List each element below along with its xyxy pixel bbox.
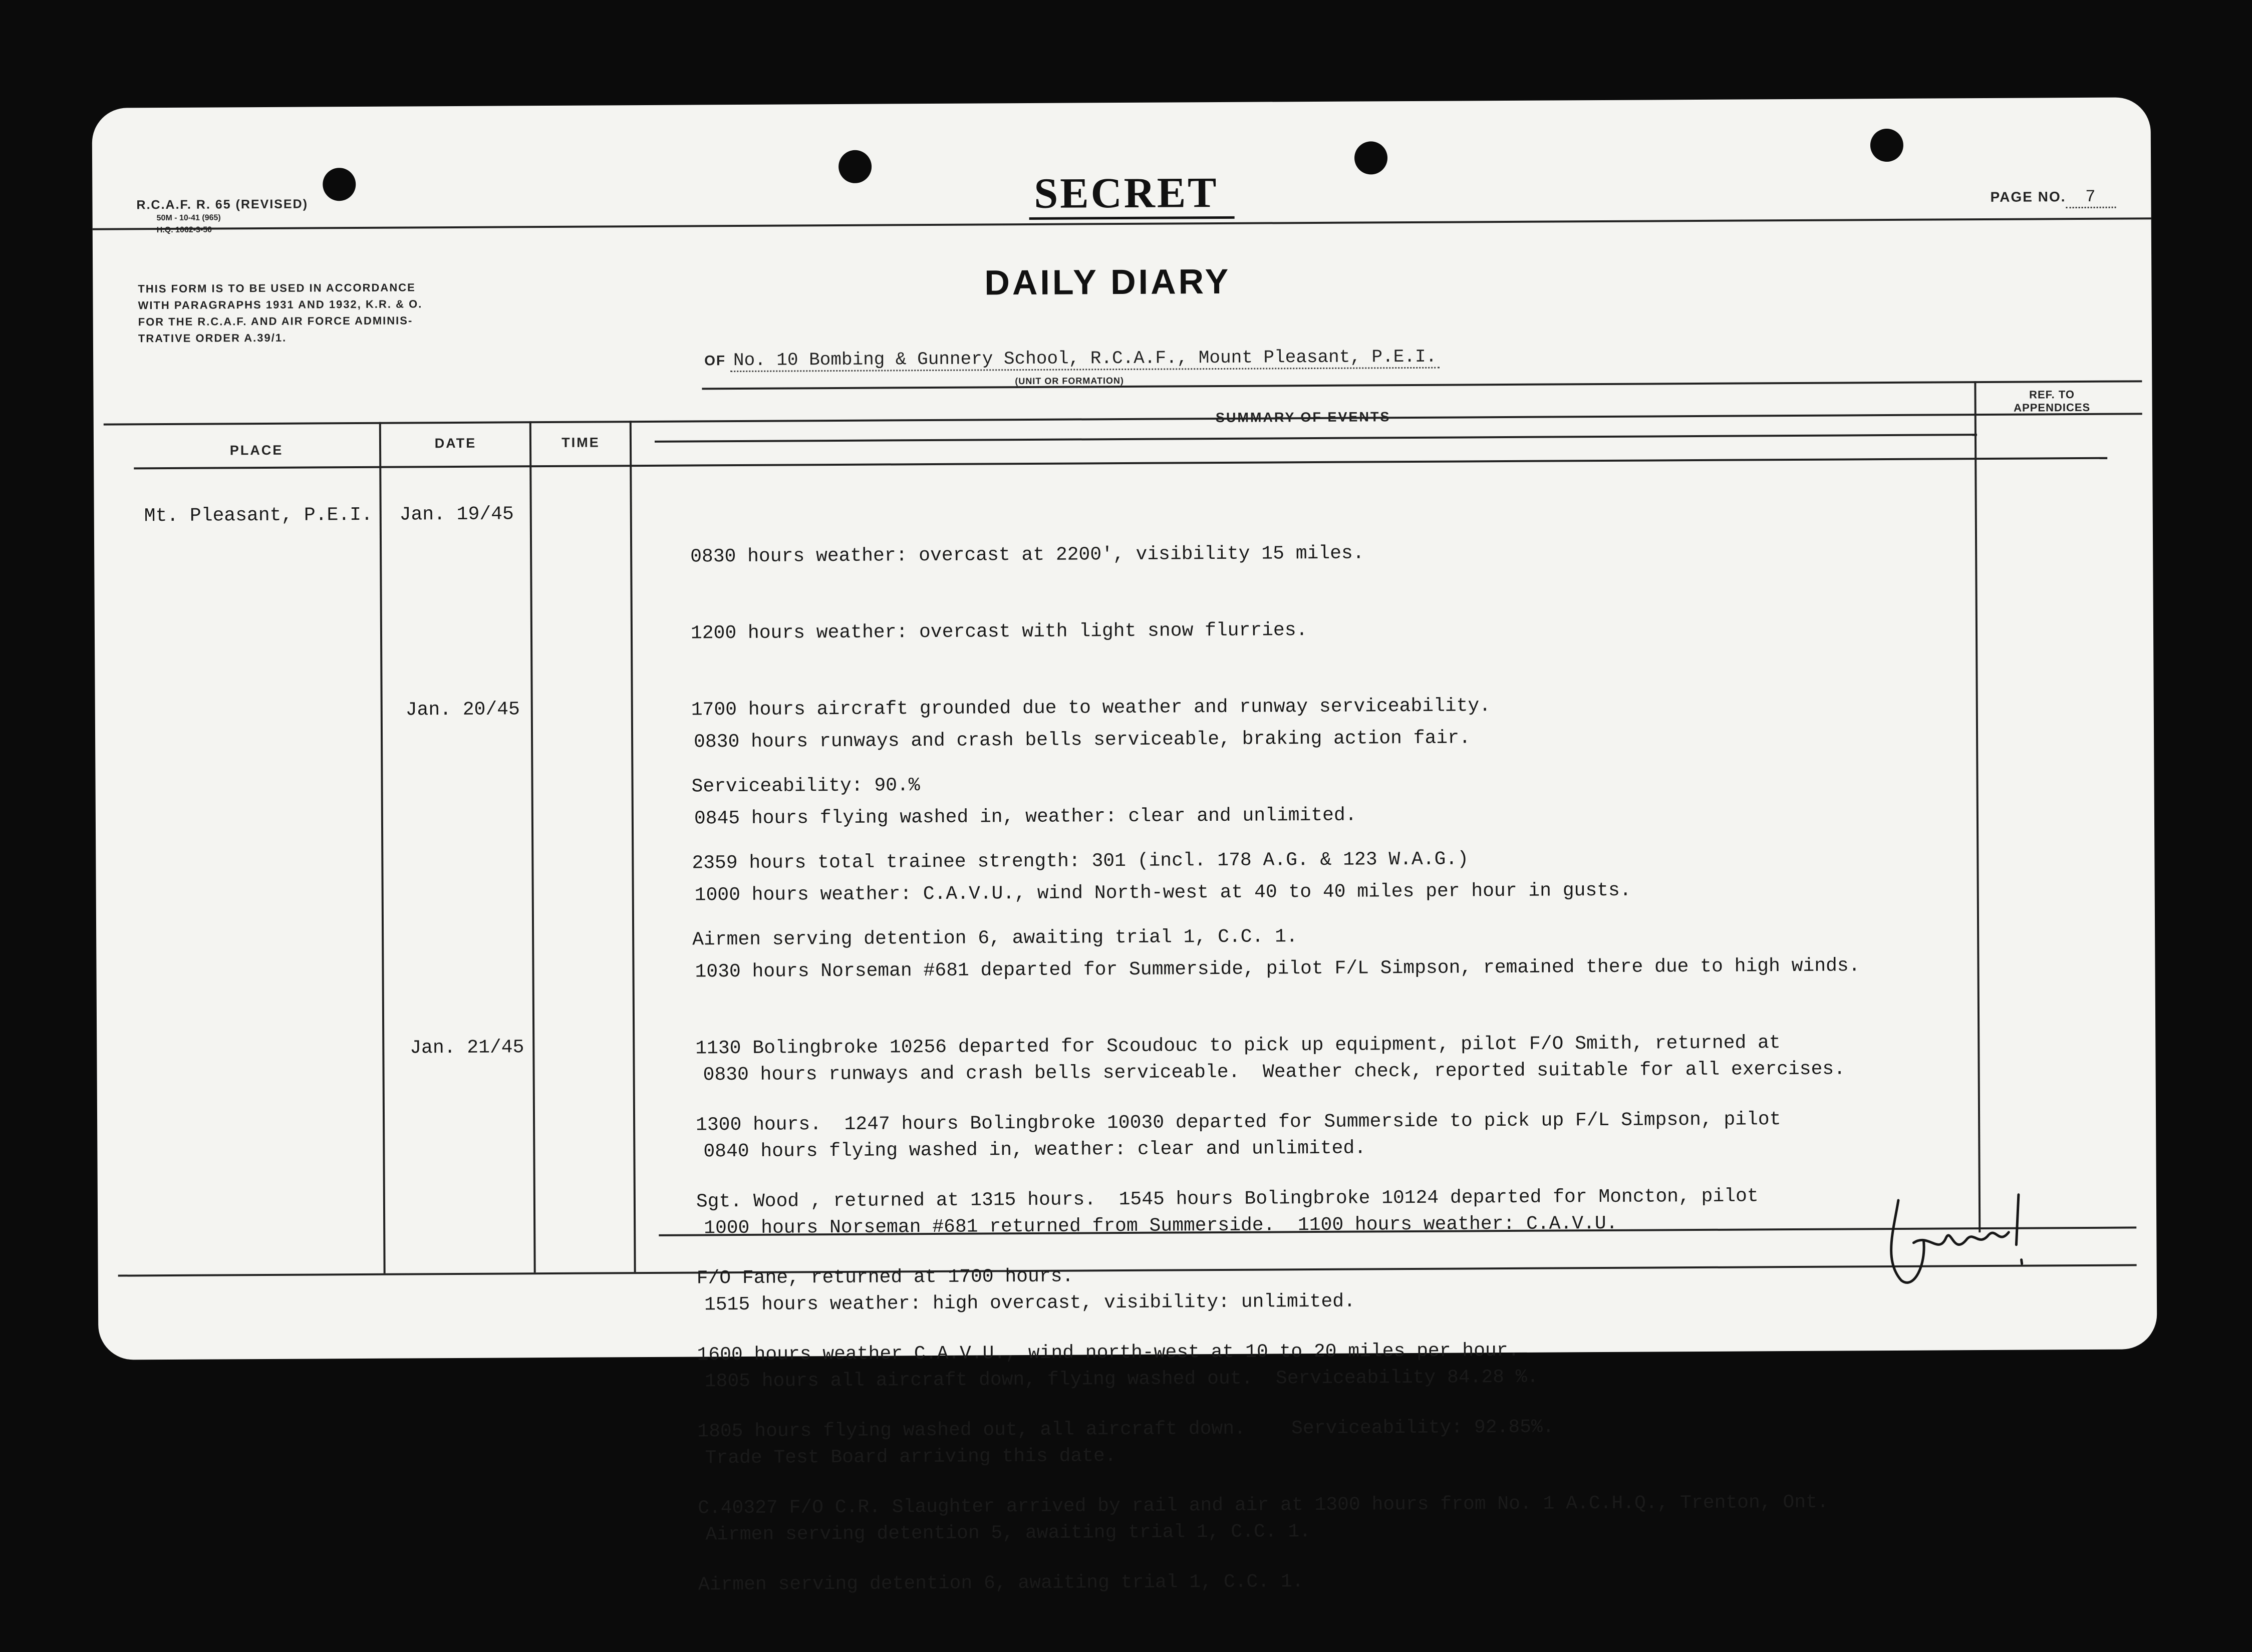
form-reference	[136, 197, 308, 237]
summary-line: 1805 hours all aircraft down, flying washed out. Serviceability 84.28 %.	[704, 1366, 1539, 1393]
page-title: DAILY DIARY	[984, 261, 1231, 302]
summary-line: 1200 hours weather: overcast with light snow flurries.	[690, 619, 1308, 644]
summary-line: 1130 Bolingbroke 10256 departed for Scoudouc to pick up equipment, pilot F/O Smith, returned at	[695, 1032, 1781, 1060]
unit-caption: (UNIT OR FORMATION)	[1015, 375, 1124, 387]
entry-date: Jan. 19/45	[399, 503, 514, 526]
summary-line: 1805 hours flying washed out, all aircraft down. Serviceability: 92.85%.	[697, 1416, 1554, 1443]
column-divider	[1974, 381, 1981, 1232]
unit-name: No. 10 Bombing & Gunnery School, R.C.A.F., Mount Pleasant, P.E.I.	[730, 347, 1440, 372]
summary-line: 1000 hours weather: C.A.V.U., wind North-west at 40 to 40 miles per hour in gusts.	[694, 879, 1631, 906]
column-divider	[529, 421, 536, 1272]
punch-hole	[1870, 129, 1903, 162]
summary-line: 0840 hours flying washed in, weather: clear and unlimited.	[703, 1137, 1366, 1163]
classification-underline	[1029, 216, 1235, 220]
summary-column-header: SUMMARY OF EVENTS	[1215, 409, 1391, 426]
ref-appendices-line: REF. TO	[2029, 388, 2075, 401]
summary-line: 1030 hours Norseman #681 departed for Summerside, pilot F/L Simpson, remained there due to high winds.	[695, 955, 1860, 983]
form-instructions-line: FOR THE R.C.A.F. AND AIR FORCE ADMINIS-	[138, 314, 413, 328]
table-header-rule	[655, 434, 1977, 443]
time-column-header: TIME	[561, 435, 600, 450]
form-instructions-line: THIS FORM IS TO BE USED IN ACCORDANCE	[138, 281, 416, 295]
column-divider	[630, 421, 636, 1272]
summary-line: Sgt. Wood , returned at 1315 hours. 1545 hours Bolingbroke 10124 departed for Moncton, pilot	[696, 1185, 1759, 1213]
summary-line: 0830 hours runways and crash bells serviceable. Weather check, reported suitable for all exercises.	[703, 1058, 1846, 1086]
page-number	[1991, 188, 2116, 209]
punch-hole	[323, 168, 356, 201]
summary-line: 0830 hours runways and crash bells serviceable, braking action fair.	[694, 727, 1471, 753]
form-instructions-line: WITH PARAGRAPHS 1931 AND 1932, K.R. & O.	[138, 297, 423, 312]
unit-line	[704, 347, 1440, 371]
summary-line: Airmen serving detention 6, awaiting trial 1, C.C. 1.	[698, 1571, 1304, 1596]
form-instructions	[138, 278, 539, 347]
summary-line: 2359 hours total trainee strength: 301 (incl. 178 A.G. & 123 W.A.G.)	[692, 848, 1469, 874]
diary-page	[92, 97, 2157, 1596]
page-number-value: 7	[2066, 188, 2116, 209]
column-divider	[379, 422, 386, 1273]
summary-line: Serviceability: 90.%	[691, 775, 920, 798]
page-number-label: PAGE NO.	[1990, 189, 2066, 205]
entry-date: Jan. 20/45	[405, 699, 520, 721]
form-hq-ref: H.Q. 1062-3-50	[156, 225, 212, 235]
punch-hole	[1354, 141, 1387, 174]
table-top-rule	[702, 380, 2142, 390]
entry-summary	[703, 1005, 1848, 1598]
summary-line: 0830 hours weather: overcast at 2200', visibility 15 miles.	[690, 542, 1364, 568]
summary-line: Trade Test Board arriving this date.	[705, 1445, 1116, 1469]
ref-appendices-header	[1977, 388, 2127, 415]
summary-line: C.40327 F/O C.R. Slaughter arrived by rail and air at 1300 hours from No. 1 A.C.H.Q., Trenton, Ont.	[698, 1491, 1829, 1519]
summary-line: 1700 hours aircraft grounded due to weather and runway serviceability.	[691, 695, 1491, 721]
summary-line: Airmen serving detention 5, awaiting trial 1, C.C. 1.	[705, 1521, 1311, 1546]
classification-heading: SECRET	[1034, 168, 1219, 217]
ref-appendices-line: APPENDICES	[2014, 401, 2091, 414]
summary-line: 1000 hours Norseman #681 returned from Summerside. 1100 hours weather: C.A.V.U.	[704, 1212, 1618, 1239]
date-column-header: DATE	[434, 435, 477, 451]
place-cell: Mt. Pleasant, P.E.I.	[144, 504, 373, 527]
form-print-run: 50M - 10-41 (965)	[156, 213, 221, 223]
summary-line: 1300 hours. 1247 hours Bolingbroke 10030 departed for Summerside to pick up F/L Simpson, pilot	[696, 1109, 1781, 1136]
entry-date: Jan. 21/45	[410, 1037, 524, 1059]
unit-of-label: OF	[704, 353, 726, 369]
summary-line: 0845 hours flying washed in, weather: clear and unlimited.	[694, 804, 1357, 830]
summary-line: 1515 hours weather: high overcast, visibility: unlimited.	[704, 1290, 1355, 1316]
header-divider	[93, 217, 2151, 230]
place-column-header: PLACE	[229, 442, 284, 458]
summary-line: Airmen serving detention 6, awaiting trial 1, C.C. 1.	[692, 926, 1298, 951]
summary-line: F/O Fane, returned at 1700 hours.	[696, 1265, 1074, 1289]
summary-line: 1600 hours weather C.A.V.U., wind north-west at 10 to 20 miles per hour.	[697, 1340, 1520, 1366]
form-instructions-line: TRATIVE ORDER A.39/1.	[138, 331, 287, 345]
punch-hole	[838, 150, 872, 183]
form-code: R.C.A.F. R. 65 (REVISED)	[136, 197, 309, 212]
handwritten-signature	[1878, 1185, 2029, 1291]
table-header-rule	[134, 457, 2107, 470]
